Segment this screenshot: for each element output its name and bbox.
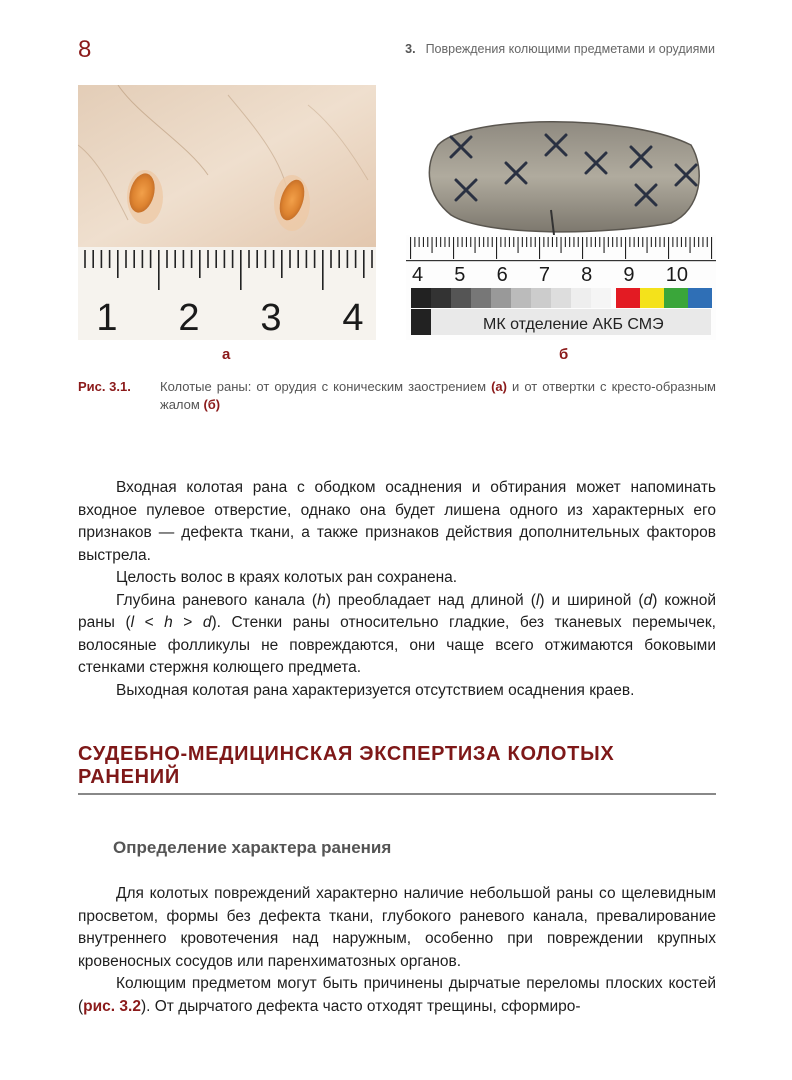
ruler-tick [109,250,111,268]
ruler-label: 5 [454,264,466,286]
paragraph: Целость волос в краях колотых ран сохранена. [116,569,458,586]
color-patch [664,288,688,308]
paragraph: Глубина раневого канала (h) преобладает над длиной (l) и шириной (d) кожной раны (l < h > d). Стенки раны относительно гладкие, без тканевых перемычек, волосяные фолликулы не повреждаются, они чаще всего отжимаются боковыми стенками стержня колющего предмета. [78,591,716,676]
ruler-tick [355,250,357,268]
paragraph: Входная колотая рана с ободком осаднения и обтирания может напоминать входное пулевое отверстие, однако она будет лишена одного из характерных его признаков — дефекта ткани, а также признаков действия дополнительных факторов выстрела. [78,479,716,564]
ruler-tick [436,237,437,247]
ruler-tick [518,237,519,253]
caption-ref-a: (а) [491,379,507,394]
ruler-tick [487,237,488,247]
cross-wounds-photo [406,115,716,340]
ruler-tick [224,250,226,268]
chapter-number: 3. [405,42,416,56]
ruler-tick [604,237,605,253]
ruler-label: 1 [96,297,118,339]
ruler-tick [634,237,635,247]
ruler-tick [711,237,712,259]
ruler-tick [101,250,103,268]
ruler-tick [621,237,622,247]
ruler-tick [158,250,160,290]
ruler-tick [462,237,463,247]
ruler-tick [453,237,454,259]
figure-photo-b [406,115,716,340]
ruler-label: 6 [496,264,508,286]
ruler-tick [702,237,703,247]
ruler-tick [625,237,626,259]
scale-caption-text: МК отделение АКБ СМЭ [483,316,664,333]
ruler-tick [466,237,467,247]
ruler-tick [638,237,639,247]
ruler-tick [479,237,480,247]
ruler-label: 10 [665,264,688,286]
ruler-label: 8 [581,264,593,286]
ruler-tick [240,250,242,290]
ruler-tick [483,237,484,247]
ruler-tick [505,237,506,247]
ruler-tick [642,237,643,247]
ruler-tick [289,250,291,268]
color-patch [616,288,640,308]
ruler-tick [338,250,340,268]
ruler-tick [496,237,497,259]
ruler-tick [371,250,373,268]
ruler-tick [552,237,553,247]
ruler-tick [586,237,587,247]
ruler-tick [535,237,536,247]
ruler-tick [248,250,250,268]
ruler-tick [509,237,510,247]
section-heading: СУДЕБНО-МЕДИЦИНСКАЯ ЭКСПЕРТИЗА КОЛОТЫХ РАНЕНИЙ [78,743,716,795]
ruler-tick [522,237,523,247]
ruler-tick [419,237,420,247]
color-patches [616,288,712,308]
paragraph: Выходная колотая рана характеризуется отсутствием осаднения краев. [116,681,635,699]
figure-reference-link[interactable]: рис. 3.2 [83,997,141,1015]
ruler-tick [410,237,411,259]
ruler-label: 7 [538,264,550,286]
ruler-tick [273,250,275,268]
ruler-tick [672,237,673,247]
ruler-tick [539,237,540,259]
ruler-tick [569,237,570,247]
ruler-tick [698,237,699,247]
ruler-tick [565,237,566,247]
caption-part: и от отвертки с кресто-образным жалом [160,379,716,412]
ruler-tick [664,237,665,247]
ruler-tick [432,237,433,253]
ruler-tick [322,250,324,290]
ruler-tick [347,250,349,268]
ruler-tick [84,250,86,268]
ruler-tick [681,237,682,247]
ruler-tick [142,250,144,268]
ruler-tick [191,250,193,268]
ruler-tick [92,250,94,268]
ruler-tick [651,237,652,247]
ruler-tick [449,237,450,247]
ruler-tick [314,250,316,268]
ruler-tick [582,237,583,259]
sub-heading: Определение характера ранения [113,838,392,857]
ruler-tick [543,237,544,247]
ruler-tick [133,250,135,268]
ruler-tick [513,237,514,247]
ruler-tick [573,237,574,247]
ruler-tick [444,237,445,247]
ruler-tick [677,237,678,247]
ruler-tick [690,237,691,253]
caption-text [160,378,716,413]
ruler-tick [659,237,660,247]
ruler-label: 2 [178,297,200,339]
ruler-tick [440,237,441,247]
ruler-tick [595,237,596,247]
ruler-tick [647,237,648,253]
ruler-tick [363,250,365,278]
ruler-tick [685,237,686,247]
figure-caption [78,378,718,412]
skin-wounds-photo [78,85,376,340]
running-head [405,42,715,56]
ruler-tick [707,237,708,247]
ruler-tick [629,237,630,247]
ruler-tick [608,237,609,247]
paragraph: Для колотых повреждений характерно наличие небольшой раны со щелевидным просветом, формы без дефекта ткани, глубокого раневого канала, превалирование внутреннего кровотечения над наружным, особенно при повреждении крупных кровеносных сосудов или паренхиматозных органов. [78,885,716,970]
ruler-tick [256,250,258,268]
ruler-tick [556,237,557,247]
ruler-label: 4 [412,264,424,286]
ruler-tick [561,237,562,253]
ruler-tick [297,250,299,268]
figure-label-b: б [559,346,569,363]
ruler-label: 9 [623,264,635,286]
ruler-tick [655,237,656,247]
ruler-tick [599,237,600,247]
ruler-tick [330,250,332,268]
figure-label-a: а [222,346,231,363]
ruler-tick [117,250,119,278]
ruler-tick [500,237,501,247]
ruler-tick [281,250,283,278]
body-text-block-1 [78,477,716,702]
ruler-tick [526,237,527,247]
ruler-tick [265,250,267,268]
ruler-tick [668,237,669,259]
paragraph: Колющим предметом могут быть причинены дырчатые переломы плоских костей (рис. 3.2). От дырчатого дефекта часто отходят трещины, сформиро- [78,975,716,1015]
ruler-tick [414,237,415,247]
ruler-tick [694,237,695,247]
ruler-tick [125,250,127,268]
ruler-tick [616,237,617,247]
caption-label: Рис. 3.1. [78,379,131,394]
ruler-tick [427,237,428,247]
ruler-tick [207,250,209,268]
ruler-tick [475,237,476,253]
page-number: 8 [78,36,92,63]
gray-scale-bar [411,288,611,308]
ruler-tick [457,237,458,247]
ruler-tick [166,250,168,268]
ruler-tick [548,237,549,247]
color-patch [640,288,664,308]
ruler-tick [150,250,152,268]
ruler-tick [215,250,217,268]
caption-ref-b: (б) [203,396,221,412]
ruler-tick [492,237,493,247]
body-text-block-2 [78,883,716,1018]
caption-part: Колотые раны: от орудия с коническим заострением [160,379,492,394]
ruler-tick [183,250,185,268]
ruler-tick [174,250,176,268]
chapter-title: Повреждения колющими предметами и орудиями [425,42,715,56]
ruler-tick [423,237,424,247]
ruler-tick [199,250,201,278]
ruler-tick [578,237,579,247]
ruler-tick [232,250,234,268]
color-patch [688,288,712,308]
ruler-tick [530,237,531,247]
ruler-tick [591,237,592,247]
ruler-label: 3 [260,297,282,339]
ruler-tick [306,250,308,268]
ruler-label: 4 [342,297,364,339]
ruler-tick [470,237,471,247]
ruler-tick [612,237,613,247]
figure-photo-a [78,85,376,340]
